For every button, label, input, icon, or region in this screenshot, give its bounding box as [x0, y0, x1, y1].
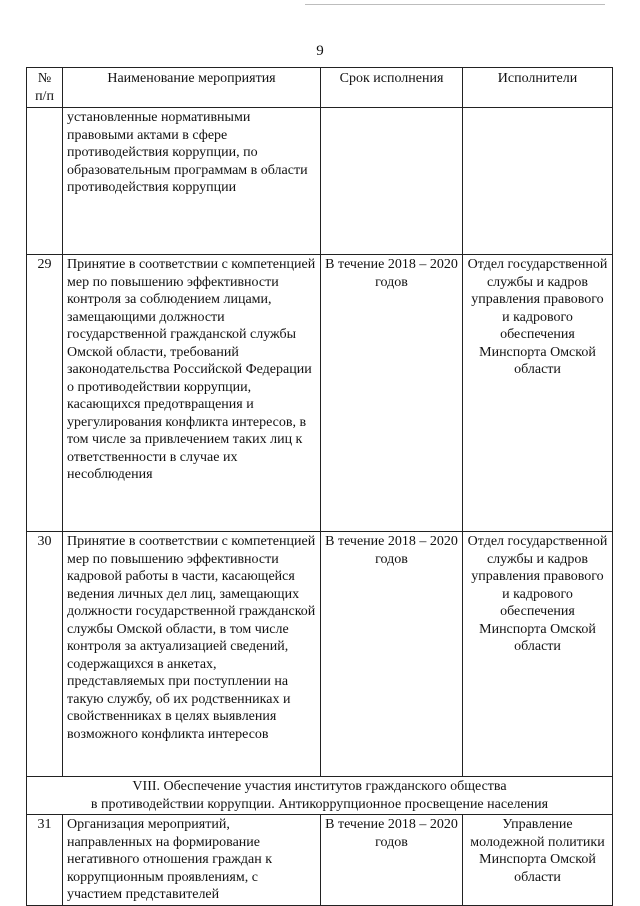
table-row [27, 532, 613, 777]
cell-term: В течение 2018 – 2020 годов [321, 255, 463, 532]
cell-term: В течение 2018 – 2020 годов [321, 532, 463, 777]
table-row [27, 815, 613, 906]
cell-executors: Управление молодежной политики Минспорта Омской области [463, 815, 613, 906]
cell-name: Принятие в соответствии с компетенцией мер по повышению эффективности контроля за соблюдением лицами, замещающими должности государственной гражданской службы Омской области, требований законодательства Российской Федерации о противодействии коррупции, касающихся предотвращения и урегулирования конфликта интересов, в том числе за привлечением таких лиц к ответственности в случае их несоблюдения [63, 255, 321, 532]
section-heading-row [27, 777, 613, 815]
cell-name: установленные нормативными правовыми актами в сфере противодействия коррупции, по образовательным программам в области противодействия коррупции [63, 108, 321, 255]
table-row-continuation [27, 108, 613, 255]
header-num: № п/п [27, 68, 63, 108]
table-row [27, 255, 613, 532]
section-heading-line1: VIII. Обеспечение участия институтов гражданского общества [132, 779, 507, 794]
section-heading-line2: в противодействии коррупции. Антикоррупционное просвещение населения [90, 796, 549, 812]
cell-name: Организация мероприятий, направленных на формирование негативного отношения граждан к коррупционным проявлениям, с участием представителей [63, 815, 321, 906]
header-name: Наименование мероприятия [63, 68, 321, 108]
section-heading [27, 777, 613, 815]
page-number: 9 [316, 43, 324, 59]
cell-executors: Отдел государственной службы и кадров управления правового и кадрового обеспечения Минспорта Омской области [463, 255, 613, 532]
table-header-row [27, 68, 613, 108]
cell-term [321, 108, 463, 255]
cell-num: 31 [27, 815, 63, 906]
cell-executors [463, 108, 613, 255]
top-scan-line [305, 4, 605, 5]
cell-executors: Отдел государственной службы и кадров управления правового и кадрового обеспечения Минспорта Омской области [463, 532, 613, 777]
cell-num: 30 [27, 532, 63, 777]
header-executors: Исполнители [463, 68, 613, 108]
cell-num: 29 [27, 255, 63, 532]
action-plan-table [26, 67, 613, 906]
cell-term: В течение 2018 – 2020 годов [321, 815, 463, 906]
header-term: Срок исполнения [321, 68, 463, 108]
cell-name: Принятие в соответствии с компетенцией мер по повышению эффективности кадровой работы в части, касающейся ведения личных дел лиц, замещающих должности государственной гражданской службы Омской области, в том числе контроля за актуализацией сведений, содержащихся в анкетах, представляемых при поступлении на такую службу, об их родственниках и свойственниках в целях выявления возможного конфликта интересов [63, 532, 321, 777]
cell-num [27, 108, 63, 255]
